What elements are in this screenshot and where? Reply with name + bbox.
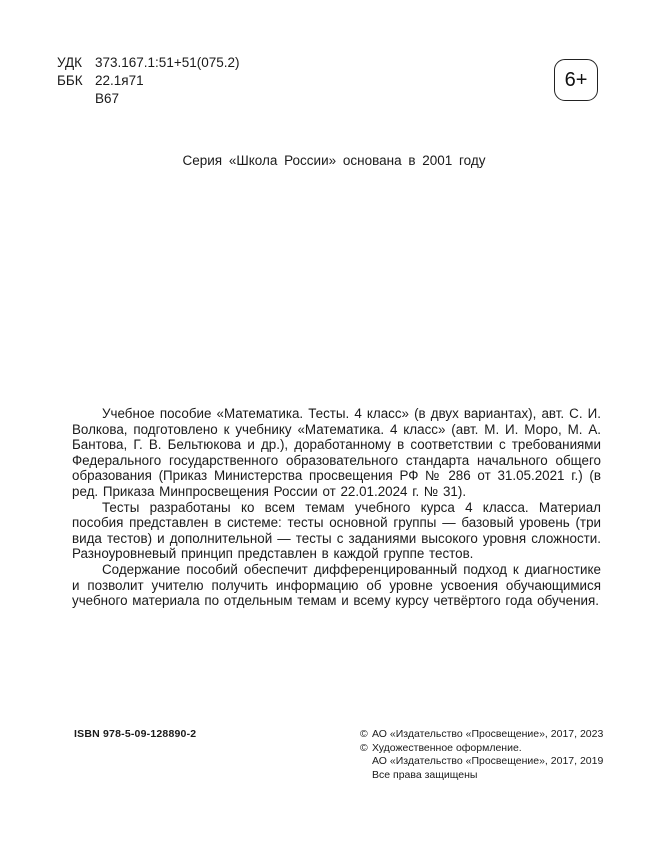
isbn: ISBN 978-5-09-128890-2 (74, 728, 197, 740)
copyright-text: Все права защищены (372, 768, 478, 781)
copyright-block (360, 728, 603, 782)
copyright-icon: © (360, 741, 368, 754)
copyright-spacer (360, 755, 372, 769)
copyright-text: АО «Издательство «Просвещение», 2017, 2023 (372, 728, 604, 740)
bbk-row (57, 72, 240, 90)
copyright-text: АО «Издательство «Просвещение», 2017, 2019 (372, 755, 604, 767)
udk-row (57, 54, 240, 72)
copyright-line (360, 755, 603, 769)
code-value: 373.167.1:51+51(075.2) (95, 55, 240, 70)
annotation-paragraph: Учебное пособие «Математика. Тесты. 4 класс» (в двух вариантах), авт. С. И. Волкова, подготовлено к учебнику «Математика. 4 класс» (авт. М. И. Моро, М. А. Бантова, Г. В. Бельтюкова и др.), доработанному в соответствии с требованиями Федерального государственного образовательного стандарта начального общего образования (Приказ Министерства просвещения РФ № 286 от 31.05.2021 г.) (в ред. Приказа Минпросвещения России от 22.01.2024 г. № 31). (72, 406, 601, 499)
code-label: УДК (57, 55, 82, 70)
copyright-line (360, 728, 603, 742)
annotation-paragraph: Содержание пособий обеспечит дифференцированный подход к диагностике и позволит учителю получить информацию об уровне усвоения обучающимися учебного материала по отдельным темам и всему курсу четвёртого года обучения. (72, 561, 601, 609)
code-label (57, 90, 95, 108)
copyright-line (360, 769, 603, 783)
annotation (72, 406, 601, 609)
code-value: В67 (95, 91, 120, 106)
series-note: Серия «Школа России» основана в 2001 году (182, 153, 486, 168)
code-label: ББК (57, 73, 83, 88)
annotation-paragraph: Тесты разработаны ко всем темам учебного курса 4 класса. Материал пособия представлен в системе: тесты основной группы — базовый уровень (три вида тестов) и дополнительной — тесты с заданиями высокого уровня сложности. Разноуровневый принцип представлен в каждой группе тестов. (72, 499, 601, 562)
copyright-icon: © (360, 728, 368, 740)
copyright-text: Художественное оформление. (372, 741, 522, 754)
age-rating-badge: 6+ (554, 59, 598, 101)
code-value: 22.1я71 (95, 73, 144, 88)
author-mark-row (57, 90, 240, 108)
classification-codes (57, 54, 240, 108)
copyright-spacer (360, 769, 372, 783)
copyright-line (360, 742, 603, 756)
